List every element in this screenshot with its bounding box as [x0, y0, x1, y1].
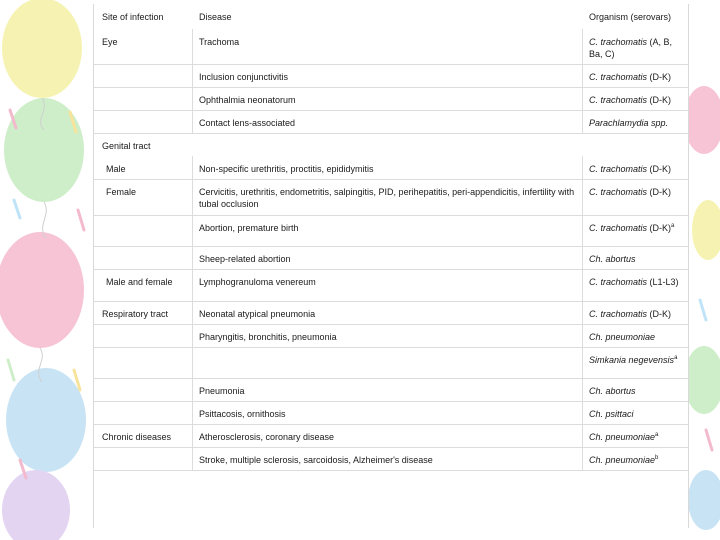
- organism-name: C. trachomatis: [589, 277, 648, 287]
- table-row: [94, 424, 688, 448]
- header-disease: Disease: [199, 12, 232, 22]
- organism-serovars: (D-K): [647, 95, 672, 105]
- table-row: [94, 301, 688, 325]
- organism-name: Ch. pneumoniae: [589, 455, 656, 465]
- balloon-blue: [6, 368, 86, 472]
- site-cell: Eye: [102, 37, 118, 47]
- organism-name: C. trachomatis: [589, 223, 648, 233]
- organism-serovars: (D-K): [647, 223, 672, 233]
- organism-cell: [589, 187, 681, 199]
- organism-cell: [589, 118, 681, 130]
- organism-cell: [589, 386, 681, 398]
- table-row: [94, 324, 688, 348]
- organism-cell: [589, 332, 681, 344]
- disease-cell: Trachoma: [199, 37, 240, 47]
- organism-name: Ch. abortus: [589, 386, 636, 396]
- balloon-green: [684, 346, 720, 414]
- organism-serovars: (D-K): [647, 164, 672, 174]
- site-cell: Male and female: [106, 277, 173, 287]
- organism-name: C. trachomatis: [589, 309, 648, 319]
- header-organism: Organism (serovars): [589, 12, 672, 22]
- disease-cell: Stroke, multiple sclerosis, sarcoidosis, Alzheimer's disease: [199, 455, 433, 465]
- table-header: [94, 4, 688, 29]
- disease-cell: Neonatal atypical pneumonia: [199, 309, 316, 319]
- organism-name: Ch. abortus: [589, 254, 636, 264]
- table-row: [94, 29, 688, 65]
- organism-cell: [589, 309, 681, 321]
- disease-cell: Cervicitis, urethritis, endometritis, salpingitis, PID, perihepatitis, peri-appendicitis, infertility with tubal occlusion: [199, 187, 575, 209]
- organism-cell: [589, 223, 681, 235]
- organism-name: Simkania negevensis: [589, 355, 675, 365]
- footnote-marker: a: [671, 223, 675, 229]
- organism-name: C. trachomatis: [589, 37, 648, 47]
- organism-name: C. trachomatis: [589, 72, 648, 82]
- table-row: [94, 246, 688, 270]
- disease-cell: Pneumonia: [199, 386, 245, 396]
- organism-serovars: (D-K): [647, 187, 672, 197]
- site-cell: Female: [106, 187, 137, 197]
- footnote-marker: a: [674, 355, 678, 361]
- table-row: [94, 156, 688, 180]
- disease-cell: Atherosclerosis, coronary disease: [199, 432, 335, 442]
- organism-name: Ch. pneumoniae: [589, 432, 656, 442]
- organism-cell: [589, 355, 681, 367]
- footnote-marker: b: [655, 455, 659, 461]
- site-cell: Respiratory tract: [102, 309, 169, 319]
- infection-table: [93, 4, 689, 528]
- organism-cell: [589, 95, 681, 107]
- organism-cell: [589, 37, 681, 60]
- organism-name: Parachlamydia spp.: [589, 118, 669, 128]
- disease-cell: Ophthalmia neonatorum: [199, 95, 296, 105]
- footnote-marker: a: [655, 432, 659, 438]
- disease-cell: Pharyngitis, bronchitis, pneumonia: [199, 332, 337, 342]
- section-row: [94, 133, 688, 156]
- organism-serovars: (L1-L3): [647, 277, 679, 287]
- organism-name: Ch. psittaci: [589, 409, 634, 419]
- organism-cell: [589, 409, 681, 421]
- disease-cell: Non-specific urethritis, proctitis, epididymitis: [199, 164, 374, 174]
- organism-name: C. trachomatis: [589, 164, 648, 174]
- disease-cell: Lymphogranuloma venereum: [199, 277, 316, 287]
- disease-cell: Contact lens-associated: [199, 118, 296, 128]
- table-row: [94, 447, 688, 471]
- disease-cell: Psittacosis, ornithosis: [199, 409, 286, 419]
- balloon-yellow: [692, 200, 720, 260]
- balloon-pink: [684, 86, 720, 154]
- table-row: [94, 269, 688, 302]
- organism-serovars: (A, B, Ba, C): [589, 37, 673, 59]
- site-cell: Male: [106, 164, 126, 174]
- disease-cell: Inclusion conjunctivitis: [199, 72, 289, 82]
- disease-cell: Sheep-related abortion: [199, 254, 291, 264]
- table-row: [94, 64, 688, 88]
- organism-name: C. trachomatis: [589, 95, 648, 105]
- table-row: [94, 378, 688, 402]
- disease-cell: Abortion, premature birth: [199, 223, 299, 233]
- header-site: Site of infection: [102, 12, 164, 22]
- balloon-yellow: [2, 0, 82, 98]
- section-genital-tract: Genital tract: [102, 141, 151, 151]
- table-row: [94, 347, 688, 379]
- table-row: [94, 179, 688, 216]
- organism-serovars: (D-K): [647, 309, 672, 319]
- organism-cell: [589, 254, 681, 266]
- organism-name: C. trachomatis: [589, 187, 648, 197]
- table-row: [94, 401, 688, 425]
- organism-cell: [589, 455, 681, 467]
- organism-serovars: (D-K): [647, 72, 672, 82]
- table-row: [94, 110, 688, 134]
- table-row: [94, 215, 688, 247]
- organism-cell: [589, 72, 681, 84]
- balloon-blue: [688, 470, 720, 530]
- organism-cell: [589, 277, 681, 289]
- organism-cell: [589, 432, 681, 444]
- balloon-pink: [0, 232, 84, 348]
- organism-cell: [589, 164, 681, 176]
- table-row: [94, 87, 688, 111]
- site-cell: Chronic diseases: [102, 432, 172, 442]
- organism-name: Ch. pneumoniae: [589, 332, 656, 342]
- balloon-purple: [2, 470, 70, 540]
